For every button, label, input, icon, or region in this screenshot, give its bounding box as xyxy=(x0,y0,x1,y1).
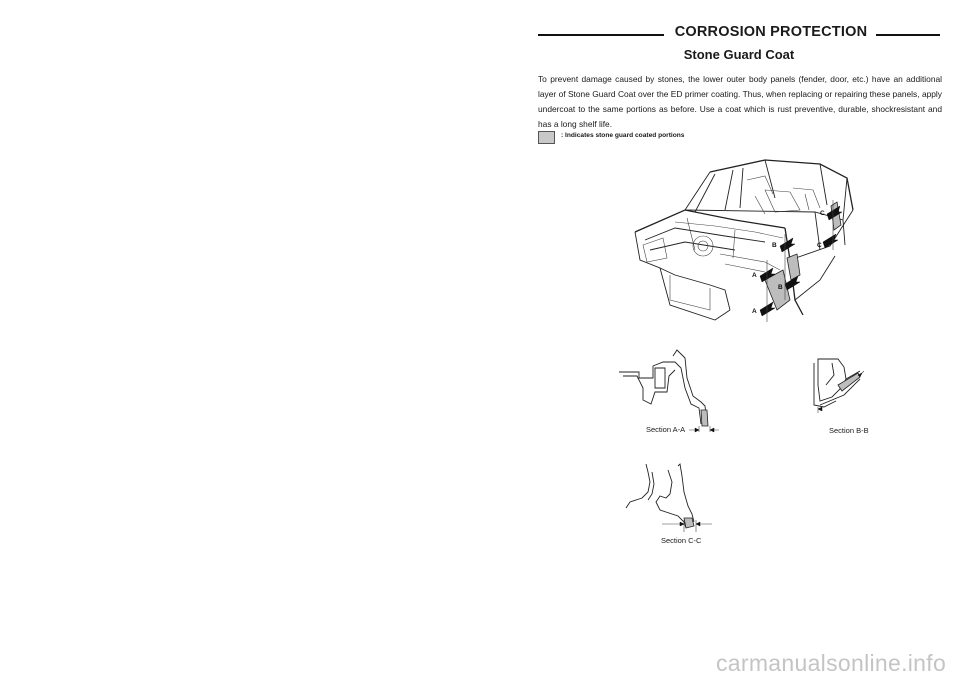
legend-swatch xyxy=(538,131,555,144)
marker-a-upper: A xyxy=(752,272,757,279)
section-bb-drawing xyxy=(810,355,870,415)
caption-section-cc: Section C-C xyxy=(661,536,702,545)
page-subtitle: Stone Guard Coat xyxy=(683,47,795,62)
marker-b-upper: B xyxy=(772,242,777,249)
marker-a-lower: A xyxy=(752,308,757,315)
legend-text: : Indicates stone guard coated portions xyxy=(561,132,685,139)
marker-c-lower: C xyxy=(817,242,822,249)
marker-c-upper: C xyxy=(820,210,825,217)
header-title: CORROSION PROTECTION xyxy=(674,24,868,40)
marker-b-lower: B xyxy=(778,284,783,291)
header-rule-right xyxy=(876,34,940,36)
header-rule-left xyxy=(538,34,664,36)
section-header xyxy=(538,22,940,42)
caption-section-bb: Section B-B xyxy=(829,426,869,435)
car-body-illustration xyxy=(615,150,865,330)
right-page xyxy=(480,0,960,678)
section-cc-drawing xyxy=(622,462,722,537)
caption-section-aa: Section A-A xyxy=(646,425,686,434)
watermark: carmanualsonline.info xyxy=(716,650,947,676)
intro-paragraph: To prevent damage caused by stones, the lower outer body panels (fender, door, etc.) have an additional layer of Stone Guard Coat over the ED primer coating. Thus, when replacing or repairing these panels, apply undercoat to the same portions as before. Use a coat which is rust preventive, durable, shockresistant and has a long shelf life. xyxy=(538,74,942,129)
